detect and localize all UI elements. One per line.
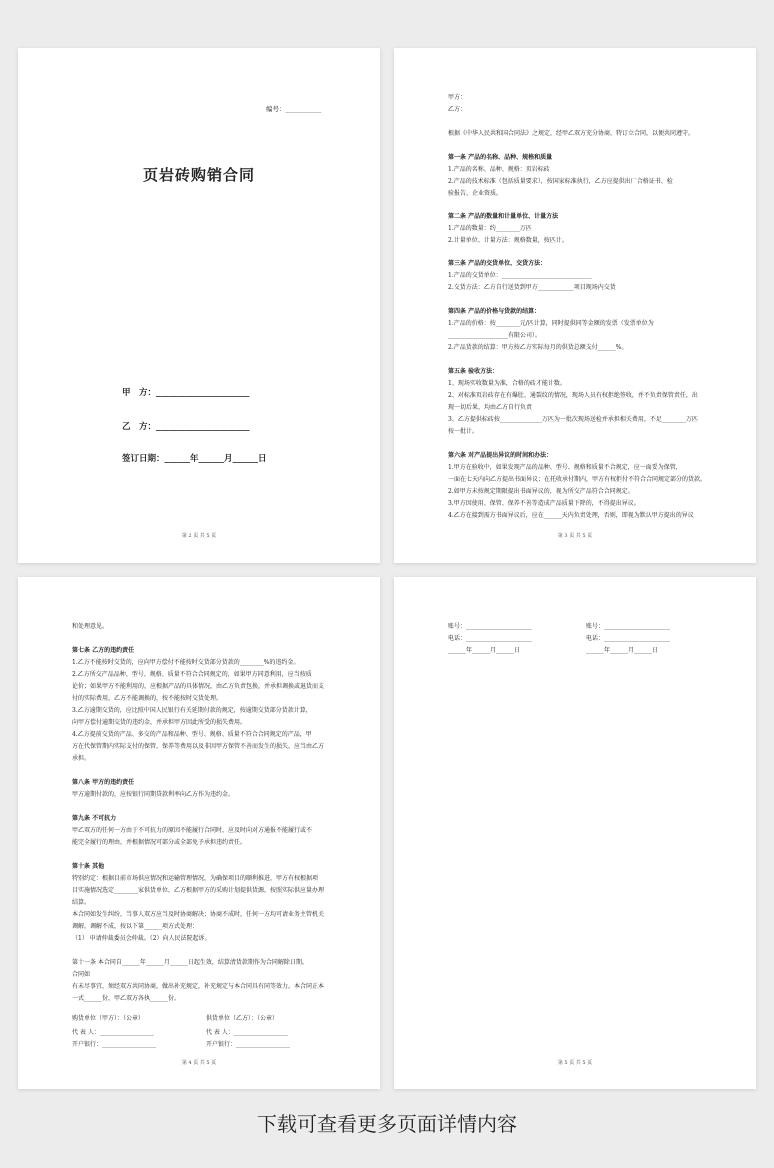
text-line: 1.产品的价格：按________元/匹计算，同时提供同等金额的发票（发票单位为 — [448, 320, 654, 327]
text-line: 和处理意见。 — [72, 623, 109, 630]
text-line: 论价；如果甲方不能利用的，应根据产品的具体情况，由乙方负责包换，并承担调换或退货而支 — [72, 683, 325, 690]
text-line: 付的实际费用，乙方不能调换的，按不能按时交货处理。 — [72, 695, 223, 702]
text-line: 1.乙方不能按时交货的，应向甲方偿付不能按时交货部分货款的________%的违约金。 — [72, 659, 300, 666]
text-line: 代 表 人：__________________ — [206, 1029, 288, 1036]
text-line: 2.产品货款的结算：甲方按乙方实际每月的供货总额支付______%。 — [448, 344, 628, 351]
article-heading: 第五条 验收方法： — [448, 368, 499, 375]
text-line: 4.乙方在接到需方书面异议后，应在______天内负责处理，否则，即视为默认甲方提出的异议 — [448, 512, 694, 519]
text-line: ______年______月______日 — [448, 647, 521, 654]
text-line: 甲方逾期付款的，应按银行同期贷款利率向乙方作为违约金。 — [72, 791, 235, 798]
text-line: 3、乙方提供标砖按______________万匹为一批次现场送检并承担相关费用，不足________万匹 — [448, 416, 698, 423]
party-a-line: 甲 方：______________________ — [122, 388, 250, 398]
text-line: 验报告、企业资质。 — [448, 190, 503, 197]
page-footer: 第 5 页 共 5 页 — [557, 1060, 593, 1066]
text-line: 供货单位（乙方）：（公章） — [206, 1015, 279, 1022]
text-line: 4.乙方提前交货的产品、多交的产品和品种、型号、规格、质量不符合合同规定的产品，甲 — [72, 731, 312, 738]
text-line: （1） 申请仲裁委员会仲裁。（2）向人民法院起诉。 — [72, 935, 211, 942]
contract-page-3 — [394, 48, 756, 563]
text-line: 目实施情况选定________家供货单位，乙方根据甲方的采购计划提供货源，按照实际供应量办理 — [72, 887, 325, 894]
download-caption: 下载可查看更多页面详情内容 — [257, 1112, 517, 1136]
text-line: 电话：______________________ — [586, 635, 671, 642]
text-line: 本合同如发生纠纷，当事人双方应当及时协商解决；协商不成时，任何一方均可请业务主管机关 — [72, 911, 325, 918]
text-line: 代 表 人：__________________ — [72, 1029, 154, 1036]
article-heading: 第六条 对产品提出异议的时间和办法： — [448, 452, 553, 459]
text-line: 有未尽事宜，须经双方共同协商，做出补充规定，补充规定与本合同具有同等效力。本合同正本 — [72, 983, 325, 990]
text-line: 调解，调解不成，按以下第______项方式处理： — [72, 923, 199, 930]
article-heading: 第九条 不可抗力 — [72, 815, 117, 822]
text-line: 向甲方偿付逾期交货的违约金，并承担甲方因此所受的损失费用。 — [72, 719, 247, 726]
text-line: ____________________有限公司）。 — [448, 332, 542, 339]
contract-title: 页岩砖购销合同 — [142, 166, 255, 184]
page-footer: 第 4 页 共 5 页 — [181, 1060, 217, 1066]
text-line: 账号：______________________ — [448, 623, 533, 630]
text-line: 3.甲方因使用、保管、保养不善等造成产品质量下降的，不得提出异议。 — [448, 500, 640, 507]
text-line: 特别约定：根据目前市场供应情况和运输管理情况，为确保项目的顺利推进，甲方有权根据项 — [72, 875, 319, 882]
text-line: 电话：______________________ — [448, 635, 533, 642]
article-heading: 第四条 产品的价格与货款的结算： — [448, 308, 541, 315]
contract-number: 编号：___________ — [266, 105, 322, 113]
text-line: 2、对标准页岩砖存在有爆肚、通裂纹的情况，现场人员有权拒绝签收，并不负责保管责任，出 — [448, 392, 698, 399]
text-line: 2.产品的技术标准（包括质量要求），按国家标准执行，乙方应提供出厂合格证书、检 — [448, 178, 673, 185]
article-heading: 第三条 产品的交货单位、交货方法： — [448, 260, 547, 267]
text-line: ______年______月______日 — [586, 647, 659, 654]
text-line: 1.产品的交货单位：______________________________ — [448, 272, 592, 279]
text-line: 合同如 — [72, 971, 91, 978]
text-line: 乙方： — [448, 106, 467, 113]
text-line: 甲乙双方的任何一方由于不可抗力的原因不能履行合同时，应及时向对方通报不能履行或不 — [72, 827, 313, 834]
text-line: 承担。 — [72, 755, 91, 762]
text-line: 甲方： — [448, 94, 467, 101]
text-line: 2.乙方所交产品品种、型号、规格、质量不符合合同规定的，如果甲方同意利用，应当按质 — [72, 671, 312, 678]
contract-page-5 — [394, 577, 756, 1089]
text-line: 开户银行：__________________ — [206, 1041, 291, 1048]
text-line: 1.甲方在验收中，如果发现产品的品种、型号、规格和质量不合规定，应一面妥为保管， — [448, 464, 682, 471]
text-line: 开户银行：__________________ — [72, 1041, 157, 1048]
text-line: 1、现场实收数量为准，合格的砖才能计数。 — [448, 380, 566, 387]
article-heading: 第八条 甲方的违约责任 — [72, 779, 135, 786]
text-line: 方在代保管期内实际支付的保管、保养等费用以及非因甲方保管不善而发生的损失，应当由乙方 — [72, 743, 325, 750]
contract-cover-page — [18, 48, 380, 563]
text-line: 能完全履行的理由，并根据情况可部分或全部免予承担违约责任。 — [72, 839, 247, 846]
text-line: 2.计量单位、计量方法：规格数量，按匹计。 — [448, 237, 568, 244]
text-line: 按一批计。 — [448, 428, 479, 435]
article-heading: 第一条 产品的名称、品种、规格和质量 — [448, 154, 553, 161]
article-heading: 第十条 其他 — [72, 863, 105, 870]
text-line: 一式______份，甲乙双方各执______份。 — [72, 995, 181, 1002]
text-line: 1.产品的数量：约________万匹 — [448, 225, 532, 232]
page-footer: 第 2 页 共 5 页 — [181, 533, 217, 539]
text-line: 购货单位（甲方）：（公章） — [72, 1015, 145, 1022]
text-line: 现一切后果，均由乙方自行负责 — [448, 404, 533, 411]
sign-date-line: 签订日期：______年______月______日 — [122, 454, 267, 464]
text-line: 2.如甲方未按规定期限提出书面异议的，视为所交产品符合合同规定。 — [448, 488, 634, 495]
text-line: 3.乙方逾期交货的，应比照中国人民银行有关延期付款的规定，按逾期交货部分货款计算， — [72, 707, 312, 714]
text-line: 2.交货方法：乙方自行送货到甲方____________项目现场内交货 — [448, 284, 616, 291]
text-line: 账号：______________________ — [586, 623, 671, 630]
party-b-line: 乙 方：______________________ — [122, 422, 250, 432]
article-heading: 第二条 产品的数量和计量单位、计量方法 — [448, 213, 559, 220]
text-line: 一面在七天内向乙方提出书面异议；在托收承付期内，甲方有权拒付不符合合同规定部分的货款。 — [448, 476, 707, 483]
article-heading: 第七条 乙方的违约责任 — [72, 647, 135, 654]
contract-page-4 — [18, 577, 380, 1089]
text-line: 结算。 — [72, 899, 91, 906]
text-line: 第十一条 本合同自______年______月______日起生效，结算清货款期作为合同解除日期。 — [72, 959, 308, 966]
text-line: 根据《中华人民共和国合同法》之规定，经甲乙双方充分协商，特订立合同，以便共同遵守。 — [448, 130, 695, 137]
text-line: 1.产品的名称、品种、规格：页岩标砖 — [448, 166, 550, 173]
page-footer: 第 3 页 共 5 页 — [557, 533, 593, 539]
